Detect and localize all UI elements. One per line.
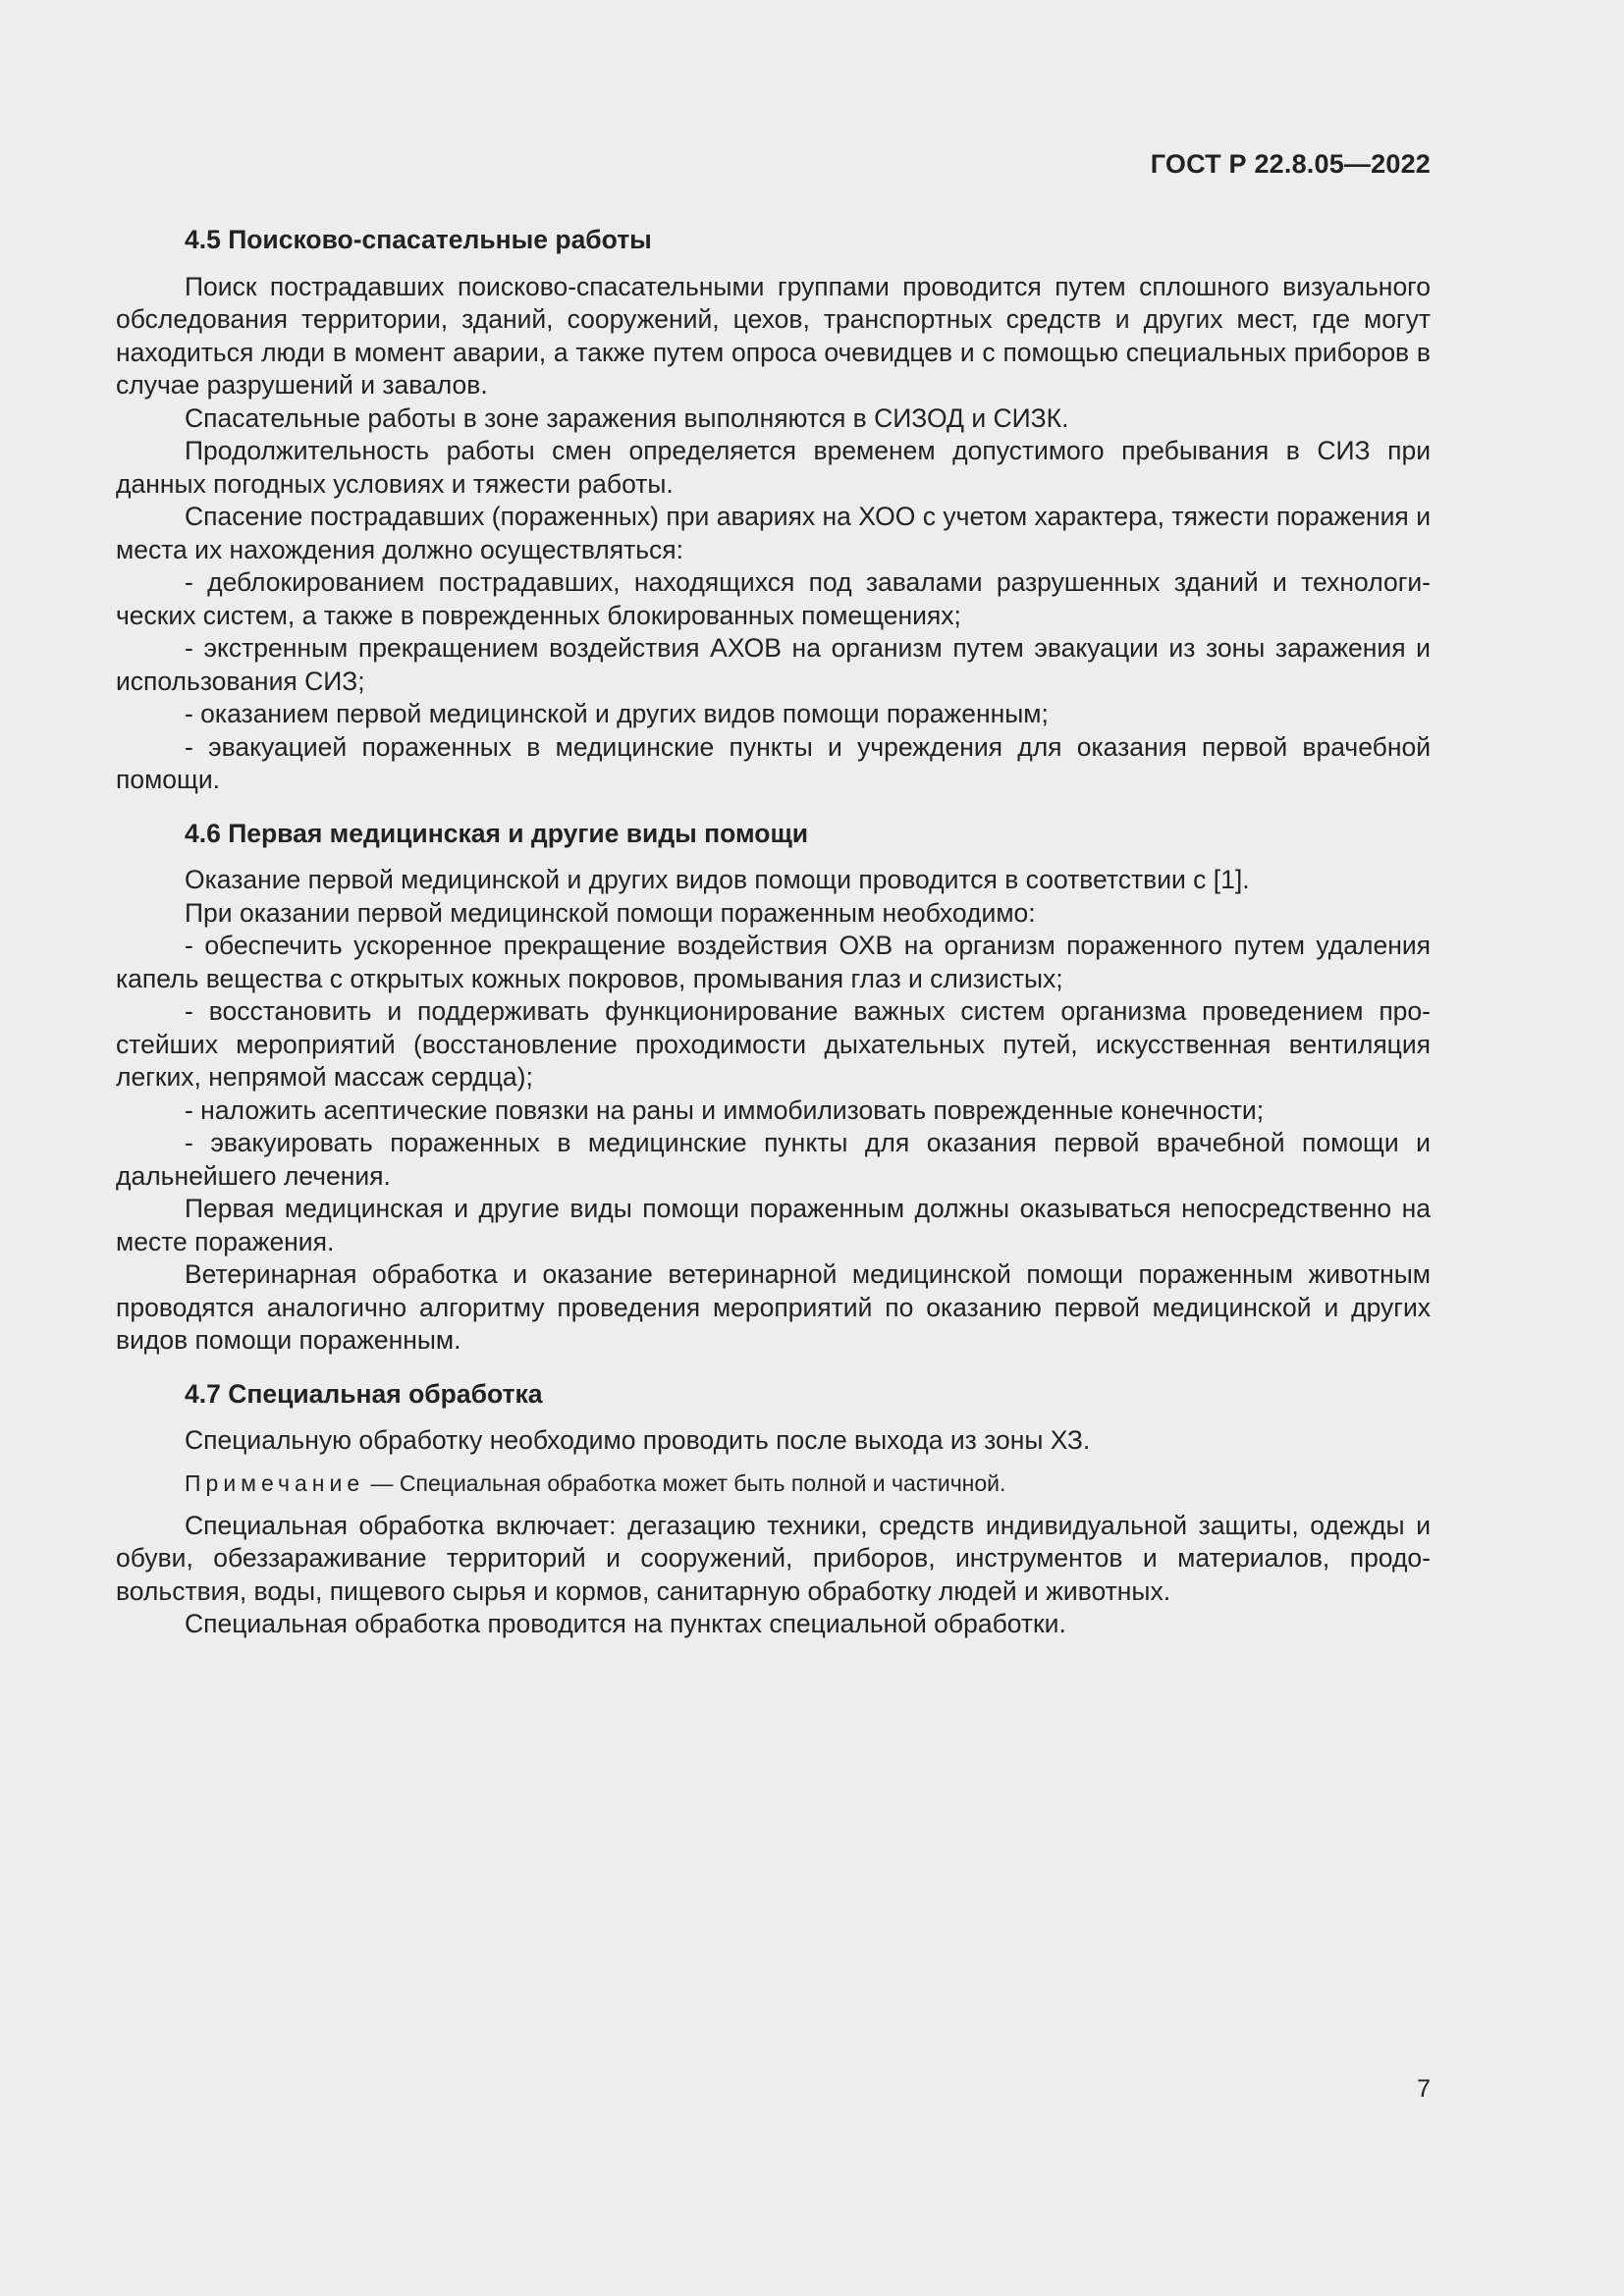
list-item: - восстановить и поддерживать функционирование важных систем организма проведением простейших мероприятий (восстановление проходимости дыхательных путей, искусственная вентиляция легких, непрямой массаж сердца); <box>116 996 1431 1092</box>
note-text: — Специальная обработка может быть полной и частичной. <box>370 1469 1006 1496</box>
list-item: - экстренным прекращением воздействия АХОВ на организм путем эвакуации из зоны заражения и использования СИЗ; <box>116 633 1431 696</box>
list-item: - оказанием первой медицинской и других видов помощи пораженным; <box>185 699 1049 728</box>
list-item: - обеспечить ускоренное прекращение воздействия ОХВ на организм пораженного путем удаления капель вещества с открытых кожных покровов, промывания глаз и слизистых; <box>116 931 1431 993</box>
paragraph: Спасение пострадавших (пораженных) при авариях на ХОО с учетом характера, тяжести поражения и места их нахождения должно осуществляться: <box>116 502 1431 564</box>
paragraph: Специальная обработка проводится на пунктах специальной обработки. <box>185 1609 1066 1638</box>
list-item: - наложить асептические повязки на раны и иммобилизовать поврежденные конечности; <box>185 1095 1265 1125</box>
paragraph: Поиск пострадавших поисково-спасательными группами проводится путем сплошного визуального обследования территории, зданий, сооружений, цехов, транспортных средств и других мест, где могут находиться люди в момент аварии, а также путем опроса очевидцев и с помощью специальных приборов в случае разрушений и завалов. <box>116 271 1431 400</box>
document-code: ГОСТ Р 22.8.05—2022 <box>1150 149 1431 179</box>
section-title-4-7: 4.7 Специальная обработка <box>185 1378 543 1409</box>
paragraph: Специальную обработку необходимо проводить после выхода из зоны ХЗ. <box>185 1425 1091 1455</box>
document-body <box>116 224 1431 1641</box>
page-number: 7 <box>1417 2075 1431 2103</box>
paragraph: Оказание первой медицинской и других видов помощи проводится в соответствии с [1]. <box>185 865 1250 894</box>
paragraph: Продолжительность работы смен определяется временем допустимого пребывания в СИЗ при данных погодных условиях и тяжести работы. <box>116 436 1431 499</box>
list-item: - деблокированием пострадавших, находящихся под завалами разрушенных зданий и технологических систем, а также в поврежденных блокированных помещениях; <box>116 567 1431 630</box>
list-item: - эвакуировать пораженных в медицинские пункты для оказания первой врачебной помощи и дальнейшего лечения. <box>116 1128 1431 1191</box>
paragraph: Ветеринарная обработка и оказание ветеринарной медицинской помощи пораженным животным проводятся аналогично алгоритму проведения мероприятий по оказанию первой медицинской и других видов помощи пораженным. <box>116 1259 1431 1355</box>
section-title-4-6: 4.6 Первая медицинская и другие виды помощи <box>185 818 809 848</box>
paragraph: При оказании первой медицинской помощи пораженным необходимо: <box>185 897 1036 928</box>
section-title-4-5: 4.5 Поисково-спасательные работы <box>185 225 652 254</box>
note <box>116 1468 1431 1498</box>
paragraph: Спасательные работы в зоне заражения выполняются в СИЗОД и СИЗК. <box>185 402 1069 433</box>
list-item: - эвакуацией пораженных в медицинские пункты и учреждения для оказания первой врачебной помощи. <box>116 731 1431 794</box>
paragraph: Специальная обработка включает: дегазацию техники, средств индивидуальной защиты, одежды и обуви, обеззараживание территорий и сооружений, приборов, инструментов и материалов, продовольствия, воды, пищевого сырья и кормов, санитарную обработку людей и животных. <box>116 1510 1431 1606</box>
paragraph: Первая медицинская и другие виды помощи пораженным должны оказываться непосредственно на месте поражения. <box>116 1194 1431 1256</box>
note-label: Примечание <box>185 1469 365 1496</box>
